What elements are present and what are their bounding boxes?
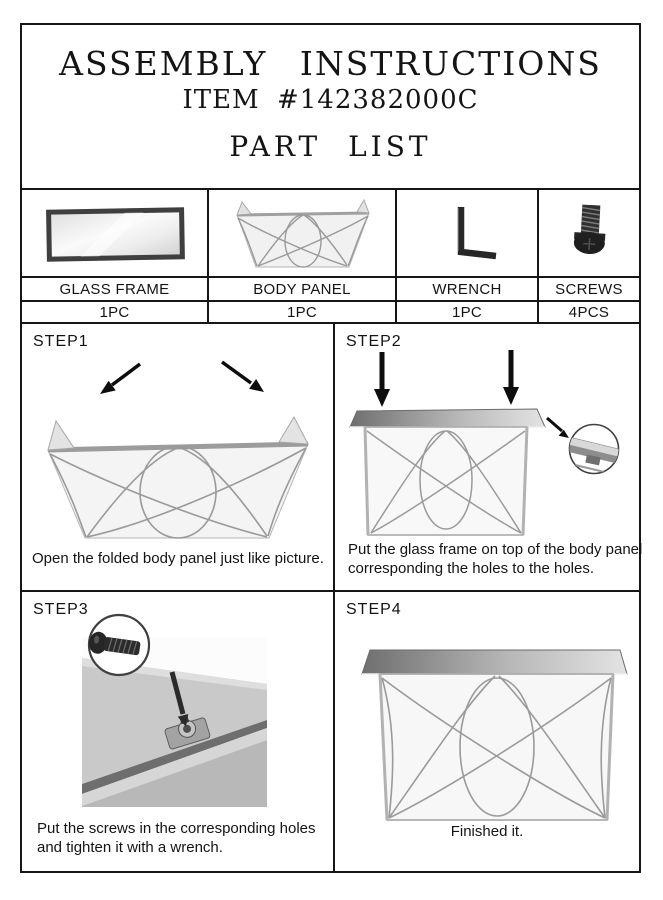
part-name: WRENCH — [397, 276, 539, 300]
part-list-table — [22, 190, 639, 324]
step3-label: STEP3 — [33, 601, 89, 618]
step2-label: STEP2 — [346, 333, 402, 350]
part-image-cell — [209, 190, 397, 276]
step4-panel — [333, 592, 639, 871]
corner-detail-inset — [547, 418, 619, 475]
part-qty: 1PC — [209, 300, 397, 322]
part-qty: 1PC — [397, 300, 539, 322]
step1-label: STEP1 — [33, 333, 89, 350]
part-qty: 1PC — [22, 300, 209, 322]
step4-label: STEP4 — [346, 601, 402, 618]
part-qty: 4PCS — [539, 300, 639, 322]
page-title: ASSEMBLY INSTRUCTIONS — [59, 44, 602, 83]
step3-panel — [22, 592, 333, 871]
part-image-cell — [539, 190, 639, 276]
header — [22, 25, 639, 190]
part-list-heading: PART LIST — [229, 130, 432, 163]
step3-text: Put the screws in the corresponding holes and tighten it with a wrench. — [37, 820, 316, 856]
inset-pointer-arrow-icon — [547, 418, 569, 438]
part-name: BODY PANEL — [209, 276, 397, 300]
part-image-cell — [397, 190, 539, 276]
step2-text: Put the glass frame on top of the body panel corresponding the holes to the holes. — [348, 541, 643, 577]
item-number: ITEM #142382000C — [182, 85, 479, 115]
unfold-arrow-icon — [100, 362, 264, 394]
document-border — [20, 23, 641, 873]
glass-frame-icon — [22, 191, 207, 275]
down-arrow-icon — [374, 350, 519, 407]
step4-text: Finished it. — [450, 822, 524, 840]
step1-text: Open the folded body panel just like picture. — [32, 549, 324, 567]
part-image-cell — [22, 190, 209, 276]
body-panel-icon — [209, 191, 395, 275]
step2-panel — [333, 324, 643, 592]
screw-icon — [540, 191, 638, 275]
allen-wrench-icon — [397, 191, 537, 275]
step1-panel — [22, 324, 333, 592]
glass-top — [362, 650, 627, 674]
steps-grid — [22, 324, 643, 871]
part-name: SCREWS — [539, 276, 639, 300]
part-name: GLASS FRAME — [22, 276, 209, 300]
screw-detail-inset — [88, 615, 149, 675]
glass-top — [350, 409, 545, 427]
